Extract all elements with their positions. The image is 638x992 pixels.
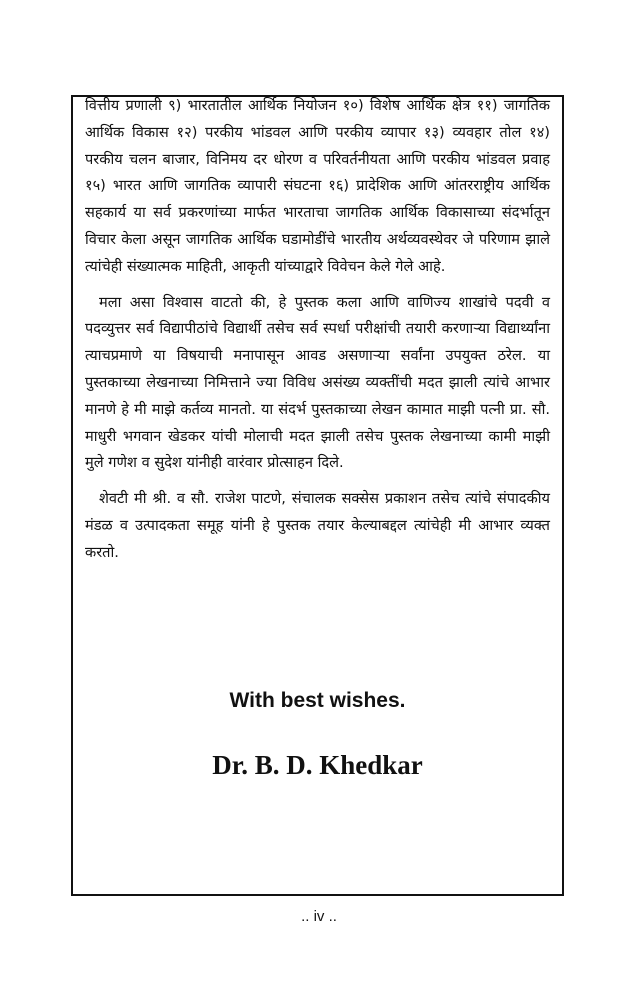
paragraph-publisher-thanks: शेवटी मी श्री. व सौ. राजेश पाटणे, संचालक सक्सेस प्रकाशन तसेच त्यांचे संपादकीय मंडळ व उत्पादकता समूह यांनी हे पुस्तक तयार केल्याबद्दल त्यांचेही मी आभार व्यक्त करतो. [85, 490, 550, 561]
body-text [85, 97, 550, 567]
page-number: .. iv .. [301, 908, 337, 925]
closing-wishes: With best wishes. [229, 689, 406, 712]
author-signature: Dr. B. D. Khedkar [212, 750, 423, 780]
page-frame [71, 95, 564, 896]
paragraph-chapters: वित्तीय प्रणाली ९) भारतातील आर्थिक नियोजन १०) विशेष आर्थिक क्षेत्र ११) जागतिक आर्थिक विकास १२) परकीय भांडवल आणि परकीय व्यापार १३) व्यवहार तोल १४) परकीय चलन बाजार, विनिमय दर धोरण व परिवर्तनीयता आणि परकीय भांडवल प्रवाह १५) भारत आणि जागतिक व्यापारी संघटना १६) प्रादेशिक आणि आंतरराष्ट्रीय आर्थिक सहकार्य या सर्व प्रकरणांच्या मार्फत भारताचा जागतिक आर्थिक विकासाच्या संदर्भातून विचार केला असून जागतिक आर्थिक घडामोडींचे भारतीय अर्थव्यवस्थेवर जे परिणाम झाले त्यांचेही संख्यात्मक माहिती, आकृती यांच्याद्वारे विवेचन केले गेले आहे. [85, 97, 550, 275]
paragraph-acknowledgement: मला असा विश्वास वाटतो की, हे पुस्तक कला आणि वाणिज्य शाखांचे पदवी व पदव्युत्तर सर्व विद्यापीठांचे विद्यार्थी तसेच सर्व स्पर्धा परीक्षांची तयारी करणाऱ्या विद्यार्थ्यांना त्याचप्रमाणे या विषयाची मनापासून आवड असणाऱ्या सर्वांना उपयुक्त ठरेल. या पुस्तकाच्या लेखनाच्या निमित्ताने ज्या विविध असंख्य व्यक्तींची मदत झाली त्यांचे आभार मानणे हे मी माझे कर्तव्य मानतो. या संदर्भ पुस्तकाच्या लेखन कामात माझी पत्नी प्रा. सौ. माधुरी भगवान खेडकर यांची मोलाची मदत झाली तसेच पुस्तक लेखनाच्या कामी माझी मुले गणेश व सुदेश यांनीही वारंवार प्रोत्साहन दिले. [85, 293, 550, 472]
